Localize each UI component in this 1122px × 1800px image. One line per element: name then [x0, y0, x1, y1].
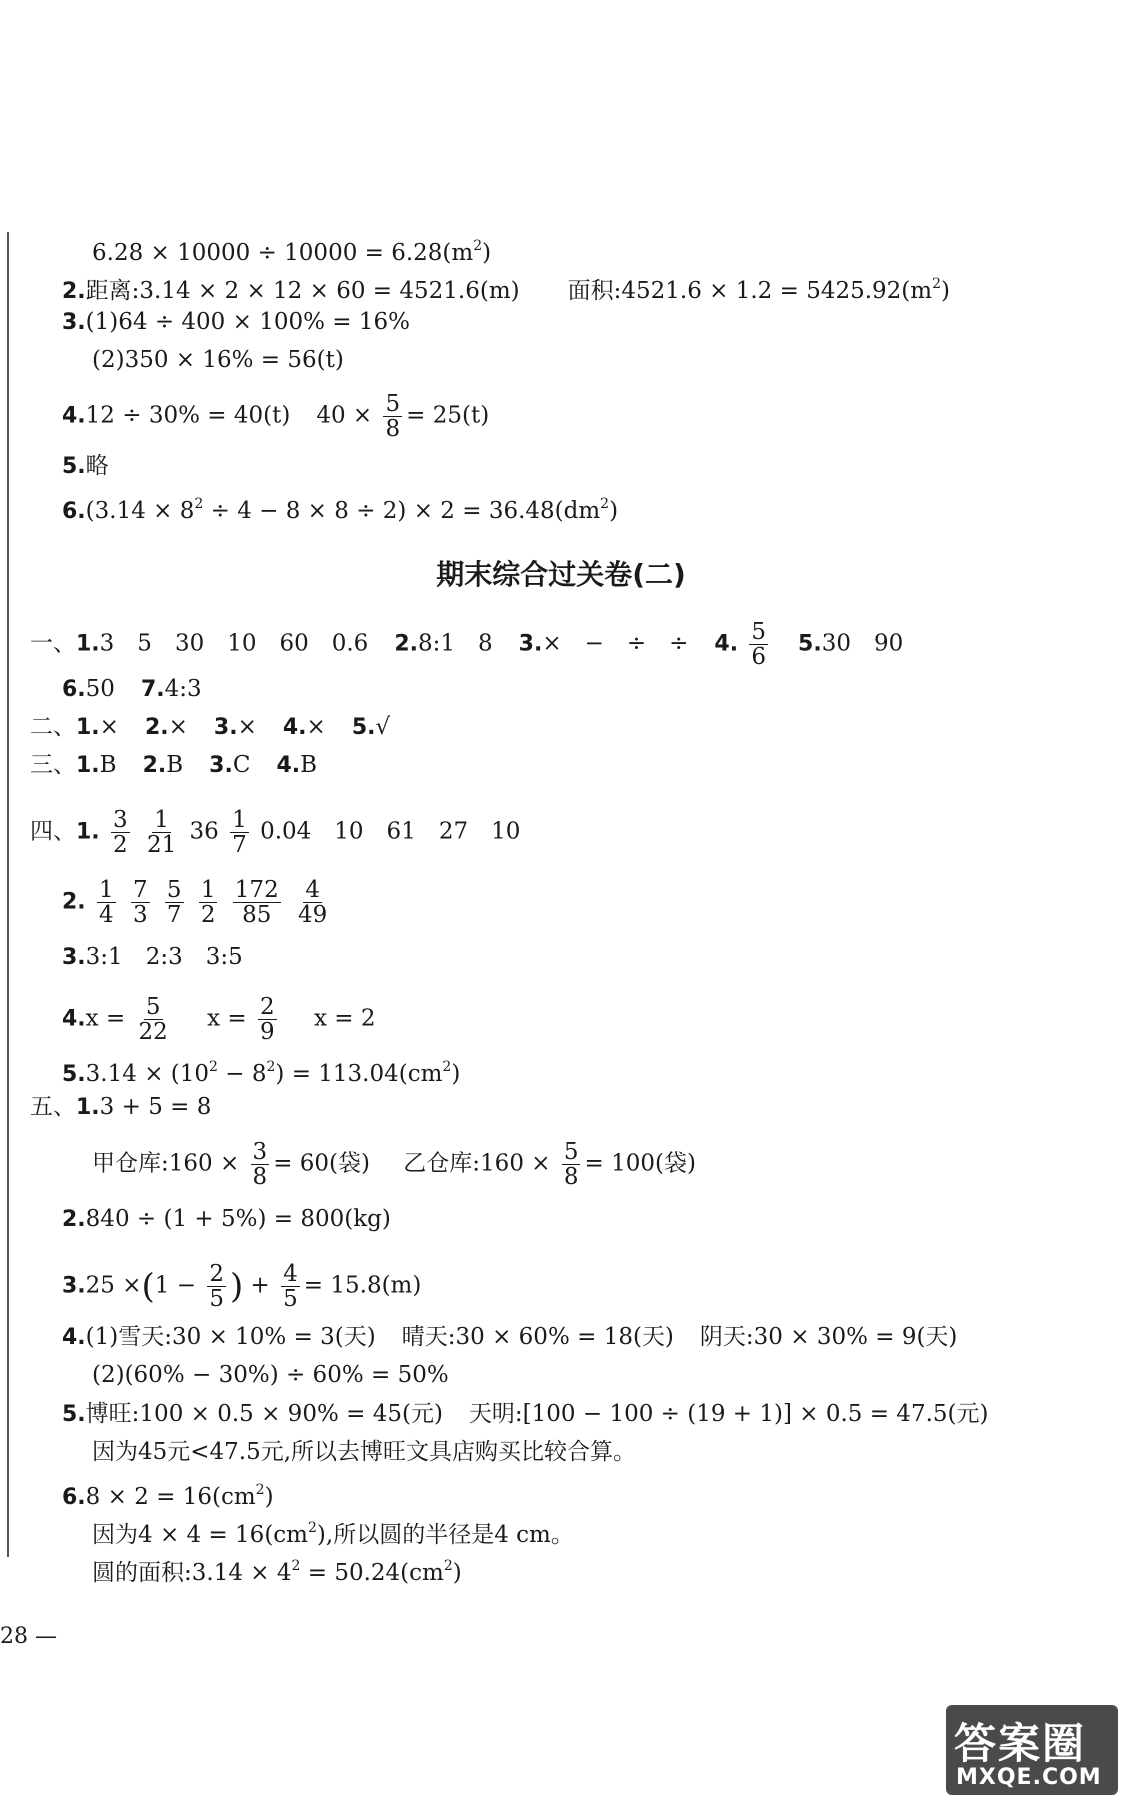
fraction: $\frac{2}{5}$: [209, 1261, 224, 1312]
fraction: $\frac{2}{9}$: [260, 994, 275, 1045]
answer-line: 圆的面积:3.14 × $4^2 = 50.24(cm^2)$: [92, 1558, 462, 1586]
answer-line: (2)(60% − 30%) ÷ 60% = 50%: [92, 1362, 449, 1388]
fraction: $\frac{7}{3}$: [132, 877, 148, 928]
watermark-url: MXQE.COM: [956, 1765, 1102, 1790]
fraction: $\frac{5}{7}$: [166, 877, 182, 928]
fraction: $\frac{3}{8}$: [252, 1139, 268, 1190]
margin-rule: [7, 232, 9, 1557]
answer-line: $6.8 \times 2 = 16(cm^2)$: [62, 1482, 274, 1510]
page-number: 28 —: [0, 1624, 57, 1649]
answer-line: 五、1.3 + 5 = 8: [30, 1094, 212, 1120]
answer-line: 四、1. $\frac{3}{2}$ $\frac{1}{21}$ 36 $\frac{1}{7}$ 0.04 10 61 27 10: [30, 807, 521, 858]
answer-line: 4.x = $\frac{5}{22}$ x = $\frac{2}{9}$ x = 2: [62, 994, 376, 1045]
answer-line: $6.28 \times 10000 \div 10000 = 6.28(m^2)$: [92, 238, 492, 266]
answer-line: 4.(1)雪天:30 × 10% = 3(天) 晴天:30 × 60% = 18(天) 阴天:30 × 30% = 9(天): [62, 1324, 958, 1350]
answer-line: 三、1.B 2.B 3.C 4.B: [30, 752, 318, 778]
answer-line: 3.(1)64 ÷ 400 × 100% = 16%: [62, 309, 410, 335]
answer-line: 二、1.× 2.× 3.× 4.× 5.√: [30, 714, 391, 740]
fraction: $\frac{4}{49}$: [298, 877, 328, 928]
answer-line: 6.50 7.4:3: [62, 676, 202, 702]
fraction: $\frac{4}{5}$: [283, 1261, 298, 1312]
fraction: $\frac{1}{21}$: [146, 807, 177, 858]
answer-line: (2)350 × 16% = 56(t): [92, 347, 344, 373]
answer-line: 5.略: [62, 453, 109, 479]
answer-line: 3.3:1 2:3 3:5: [62, 944, 243, 970]
section-title: 期末综合过关卷(二): [436, 558, 686, 591]
fraction: $\frac{1}{4}$: [98, 877, 114, 928]
fraction: $\frac{3}{2}$: [112, 807, 128, 858]
fraction: $\frac{5}{8}$: [385, 391, 401, 442]
answer-line: 一、1.3 5 30 10 60 0.6 2.8:1 8 3.× − ÷ ÷ 4. $\frac{5}{6}$ 5.30 90: [30, 619, 904, 670]
answer-line: 4.12 ÷ 30% = 40(t) 40 × $\frac{5}{8}$ = 25(t): [62, 391, 490, 442]
fraction: $\frac{5}{8}$: [563, 1139, 579, 1190]
fraction: $\frac{1}{2}$: [200, 877, 216, 928]
answer-line: 因为$4 \times 4 = 16(cm^2)$,所以圆的半径是4 cm。: [92, 1520, 574, 1548]
answer-line: 因为45元<47.5元,所以去博旺文具店购买比较合算。: [92, 1439, 637, 1465]
answer-line: 5.博旺:100 × 0.5 × 90% = 45(元) 天明:[100 − 100 ÷ (19 + 1)] × 0.5 = 47.5(元): [62, 1401, 989, 1427]
answer-line: 2. $\frac{1}{4}$ $\frac{7}{3}$ $\frac{5}{7}$ $\frac{1}{2}$ $\frac{172}{85}$ $\frac{4}{49}$: [62, 877, 328, 928]
answer-line: 甲仓库:160 × $\frac{3}{8}$ = 60(袋) 乙仓库:160 × $\frac{5}{8}$ = 100(袋): [92, 1139, 696, 1190]
fraction: $\frac{5}{22}$: [138, 994, 168, 1045]
watermark-text: 答案圈: [954, 1719, 1087, 1768]
answer-line: 3.25 ×(1 − $\frac{2}{5}$ ) + $\frac{4}{5}$ = 15.8(m): [62, 1261, 422, 1312]
fraction: $\frac{172}{85}$: [234, 877, 279, 928]
watermark-logo: [946, 1705, 1118, 1795]
answer-line: $5.3.14 \times (10^2 - 8^2) = 113.04(cm^2)$: [62, 1059, 461, 1087]
fraction: $\frac{1}{7}$: [232, 807, 247, 858]
fraction: $\frac{5}{6}$: [751, 619, 767, 670]
answer-line: 2.距离:3.14 × 2 × 12 × 60 = 4521.6(m) 面积:4521.6 × $1.2 = 5425.92(m^2)$: [62, 276, 951, 304]
answer-line: $6.(3.14 \times 8^2 \div 4 - 8 \times 8 \div 2) \times 2 = 36.48(dm^2)$: [62, 496, 619, 524]
answer-line: 2.840 ÷ (1 + 5%) = 800(kg): [62, 1206, 391, 1232]
